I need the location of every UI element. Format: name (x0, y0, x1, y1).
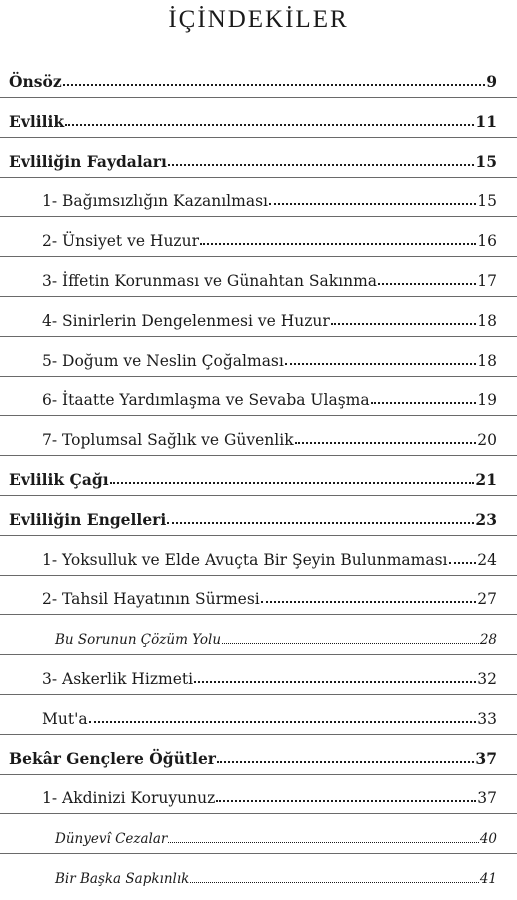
toc-separator-line (0, 177, 517, 178)
table-of-contents (0, 63, 517, 900)
toc-section-entry (0, 580, 517, 608)
toc-dot-leader (89, 721, 477, 723)
toc-dot-leader (168, 164, 475, 166)
toc-separator-line (0, 336, 517, 337)
toc-dot-leader (295, 442, 477, 444)
toc-entry-title: 2- Ünsiyet ve Huzur (42, 232, 199, 251)
toc-entry-title: Mut'a (42, 709, 88, 728)
toc-dot-leader (110, 482, 475, 484)
toc-entry-title: 6- İtaatte Yardımlaşma ve Sevaba Ulaşma (42, 391, 370, 410)
toc-section-entry (0, 541, 517, 569)
toc-entry-title: 1- Bağımsızlığın Kazanılması (42, 192, 268, 211)
toc-page-number: 16 (477, 232, 497, 251)
toc-separator-line (0, 614, 517, 615)
toc-dot-leader (261, 601, 477, 603)
toc-subsection-entry (0, 620, 517, 648)
toc-dot-leader (216, 800, 476, 802)
toc-section-entry (0, 342, 517, 370)
toc-entry-title: Önsöz (9, 72, 62, 91)
toc-entry-title: 2- Tahsil Hayatının Sürmesi (42, 590, 260, 609)
toc-section-entry (0, 660, 517, 688)
toc-page-number: 23 (475, 509, 497, 529)
toc-separator-line (0, 216, 517, 217)
toc-chapter-entry (0, 103, 517, 131)
toc-section-entry (0, 779, 517, 807)
toc-dot-leader (65, 124, 474, 126)
toc-chapter-entry (0, 143, 517, 171)
toc-dot-leader (63, 84, 486, 86)
toc-section-entry (0, 182, 517, 210)
toc-entry-title: 5- Doğum ve Neslin Çoğalması (42, 351, 284, 370)
toc-dot-leader (200, 243, 476, 245)
toc-dot-leader (449, 562, 477, 564)
toc-dot-leader (222, 643, 479, 644)
toc-dot-leader (285, 363, 476, 365)
toc-entry-title: Evlilik (9, 111, 65, 131)
toc-entry-title: Bir Başka Sapkınlık (55, 871, 190, 887)
toc-chapter-entry (0, 63, 517, 91)
toc-page-number: 15 (475, 151, 497, 171)
toc-separator-line (0, 495, 517, 496)
toc-section-entry (0, 262, 517, 290)
toc-section-entry (0, 381, 517, 409)
toc-entry-title: Bu Sorunun Çözüm Yolu (55, 632, 222, 649)
page-title: İÇİNDEKİLER (168, 6, 349, 33)
toc-separator-line (0, 535, 517, 536)
toc-separator-line (0, 853, 517, 854)
toc-page-number: 40 (479, 831, 497, 848)
toc-chapter-entry (0, 501, 517, 529)
toc-page-number: 21 (475, 470, 497, 489)
toc-dot-leader (269, 203, 476, 205)
toc-entry-title: Evliliğin Faydaları (9, 151, 167, 171)
toc-dot-leader (217, 761, 474, 763)
toc-page-number: 19 (477, 391, 497, 410)
toc-page-number: 20 (477, 431, 497, 450)
toc-page-number: 11 (475, 111, 497, 131)
toc-page-number: 15 (477, 192, 497, 211)
toc-entry-title: Evlilik Çağı (9, 470, 109, 489)
toc-section-entry (0, 302, 517, 330)
toc-entry-title: 1- Yoksulluk ve Elde Avuçta Bir Şeyin Bulunmaması (42, 550, 448, 569)
toc-separator-line (0, 455, 517, 456)
toc-subsection-entry (0, 859, 517, 887)
toc-page-number: 24 (477, 550, 497, 569)
toc-page-number: 27 (477, 590, 497, 609)
toc-separator-line (0, 694, 517, 695)
toc-page-number: 32 (477, 670, 497, 688)
toc-page-number: 33 (477, 709, 497, 728)
toc-separator-line (0, 813, 517, 814)
toc-separator-line (0, 734, 517, 735)
toc-section-entry (0, 700, 517, 728)
toc-entry-title: Evliliğin Engelleri (9, 509, 167, 529)
toc-dot-leader (371, 402, 477, 404)
toc-entry-title: 1- Akdinizi Koruyunuz (42, 789, 216, 808)
toc-separator-line (0, 575, 517, 576)
toc-dot-leader (190, 882, 478, 883)
toc-entry-title: 3- Askerlik Hizmeti (42, 670, 194, 688)
toc-separator-line (0, 415, 517, 416)
toc-page-number: 17 (477, 272, 497, 290)
toc-separator-line (0, 774, 517, 775)
toc-page-number: 37 (477, 789, 497, 808)
toc-section-entry (0, 222, 517, 250)
toc-page-number: 18 (477, 351, 497, 370)
toc-entry-title: Bekâr Gençlere Öğütler (9, 748, 216, 768)
toc-dot-leader (331, 323, 476, 325)
toc-separator-line (0, 256, 517, 257)
toc-page-number: 18 (477, 311, 497, 330)
toc-dot-leader (167, 522, 474, 524)
toc-separator-line (0, 296, 517, 297)
toc-entry-title: 3- İffetin Korunması ve Günahtan Sakınma (42, 272, 378, 290)
toc-subsection-entry (0, 819, 517, 847)
toc-entry-title: Dünyevî Cezalar (55, 831, 168, 848)
toc-separator-line (0, 376, 517, 377)
toc-chapter-entry (0, 461, 517, 489)
toc-entry-title: 4- Sinirlerin Dengelenmesi ve Huzur (42, 311, 330, 330)
toc-dot-leader (378, 283, 476, 285)
toc-separator-line (0, 97, 517, 98)
toc-separator-line (0, 654, 517, 655)
toc-page-number: 41 (479, 871, 497, 887)
toc-page-number: 9 (486, 72, 497, 91)
toc-page-number: 37 (475, 748, 497, 768)
toc-entry-title: 7- Toplumsal Sağlık ve Güvenlik (42, 431, 294, 450)
toc-dot-leader (194, 681, 476, 683)
toc-separator-line (0, 137, 517, 138)
toc-dot-leader (168, 842, 478, 843)
toc-page-number: 28 (479, 632, 497, 649)
toc-section-entry (0, 421, 517, 449)
toc-chapter-entry (0, 740, 517, 768)
